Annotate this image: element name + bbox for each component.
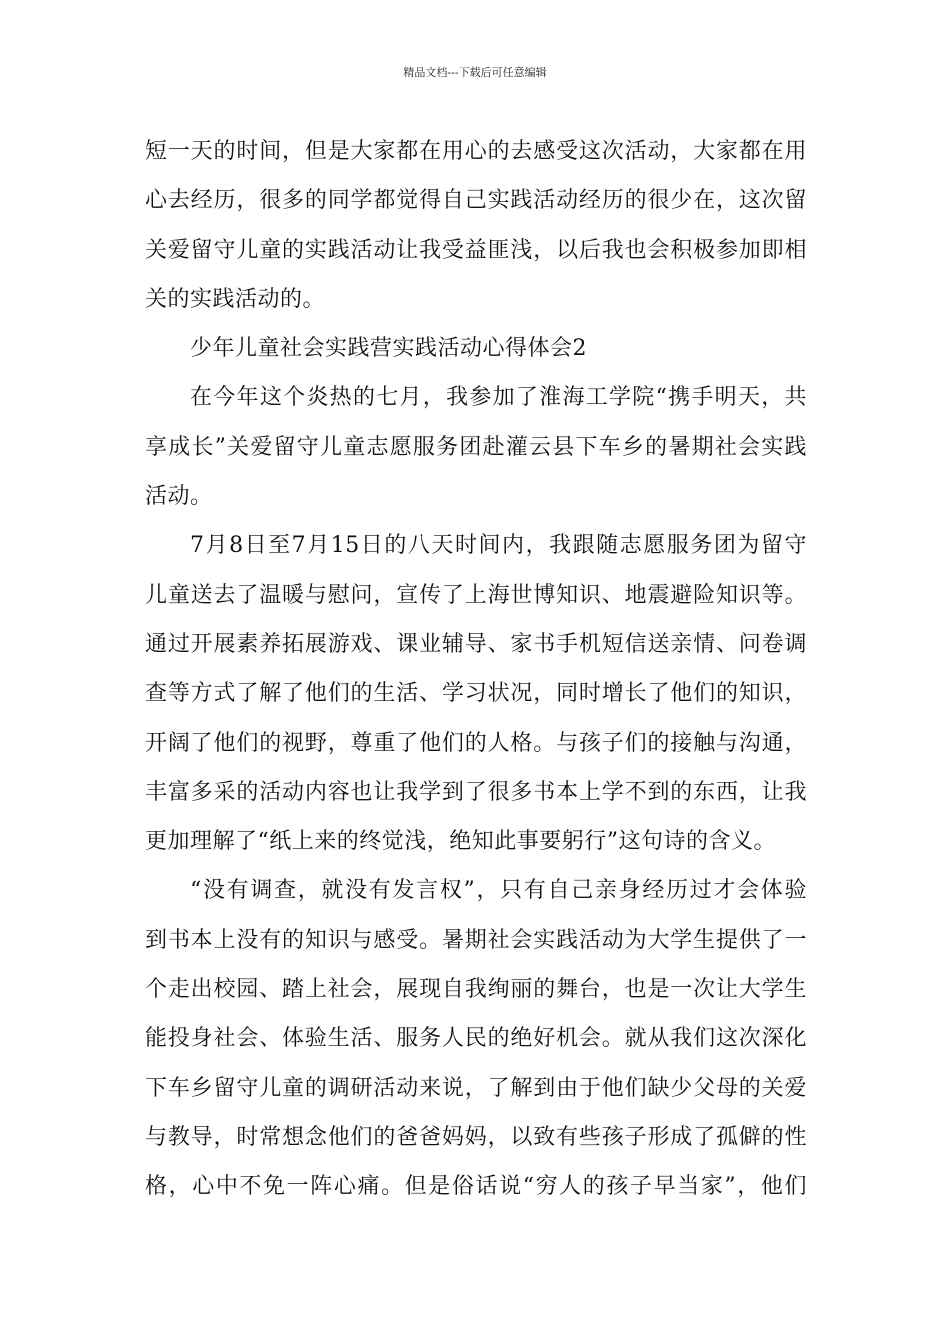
text-line: 查等方式了解了他们的生活、学习状况，同时增长了他们的知识， (145, 681, 807, 707)
text-line: “没有调查，就没有发言权”，只有自己亲身经历过才会体验 (190, 878, 807, 904)
text-line: 7月8日至7月15日的八天时间内，我跟随志愿服务团为留守 (190, 533, 807, 559)
text-line: 开阔了他们的视野，尊重了他们的人格。与孩子们的接触与沟通， (145, 730, 807, 756)
text-line: 关的实践活动的。 (145, 286, 326, 312)
text-line: 格，心中不免一阵心痛。但是俗话说“穷人的孩子早当家”，他们 (145, 1174, 807, 1200)
text-line: 个走出校园、踏上社会，展现自我绚丽的舞台，也是一次让大学生 (145, 977, 807, 1003)
text-line: 活动。 (145, 484, 213, 510)
body-text (145, 132, 807, 1217)
section-title: 少年儿童社会实践营实践活动心得体会2 (190, 336, 587, 362)
text-line: 心去经历，很多的同学都觉得自己实践活动经历的很少在，这次留 (145, 188, 807, 214)
text-line: 儿童送去了温暖与慰问，宣传了上海世博知识、地震避险知识等。 (145, 582, 807, 608)
text-line: 在今年这个炎热的七月，我参加了淮海工学院“携手明天，共 (190, 385, 807, 411)
text-line: 关爱留守儿童的实践活动让我受益匪浅，以后我也会积极参加即相 (145, 237, 807, 263)
text-line: 丰富多采的活动内容也让我学到了很多书本上学不到的东西，让我 (145, 779, 807, 805)
text-line: 与教导，时常想念他们的爸爸妈妈，以致有些孩子形成了孤僻的性 (145, 1124, 807, 1150)
text-line: 通过开展素养拓展游戏、课业辅导、家书手机短信送亲情、问卷调 (145, 631, 807, 657)
page-header: 精品文档---下载后可任意编辑 (403, 66, 547, 79)
text-line: 下车乡留守儿童的调研活动来说，了解到由于他们缺少父母的关爱 (145, 1075, 807, 1101)
text-line: 享成长”关爱留守儿童志愿服务团赴灌云县下车乡的暑期社会实践 (145, 434, 807, 460)
text-line: 能投身社会、体验生活、服务人民的绝好机会。就从我们这次深化 (145, 1026, 807, 1052)
text-line: 到书本上没有的知识与感受。暑期社会实践活动为大学生提供了一 (145, 927, 807, 953)
text-line: 更加理解了“纸上来的终觉浅，绝知此事要躬行”这句诗的含义。 (145, 829, 776, 855)
text-line: 短一天的时间，但是大家都在用心的去感受这次活动，大家都在用 (145, 139, 807, 164)
